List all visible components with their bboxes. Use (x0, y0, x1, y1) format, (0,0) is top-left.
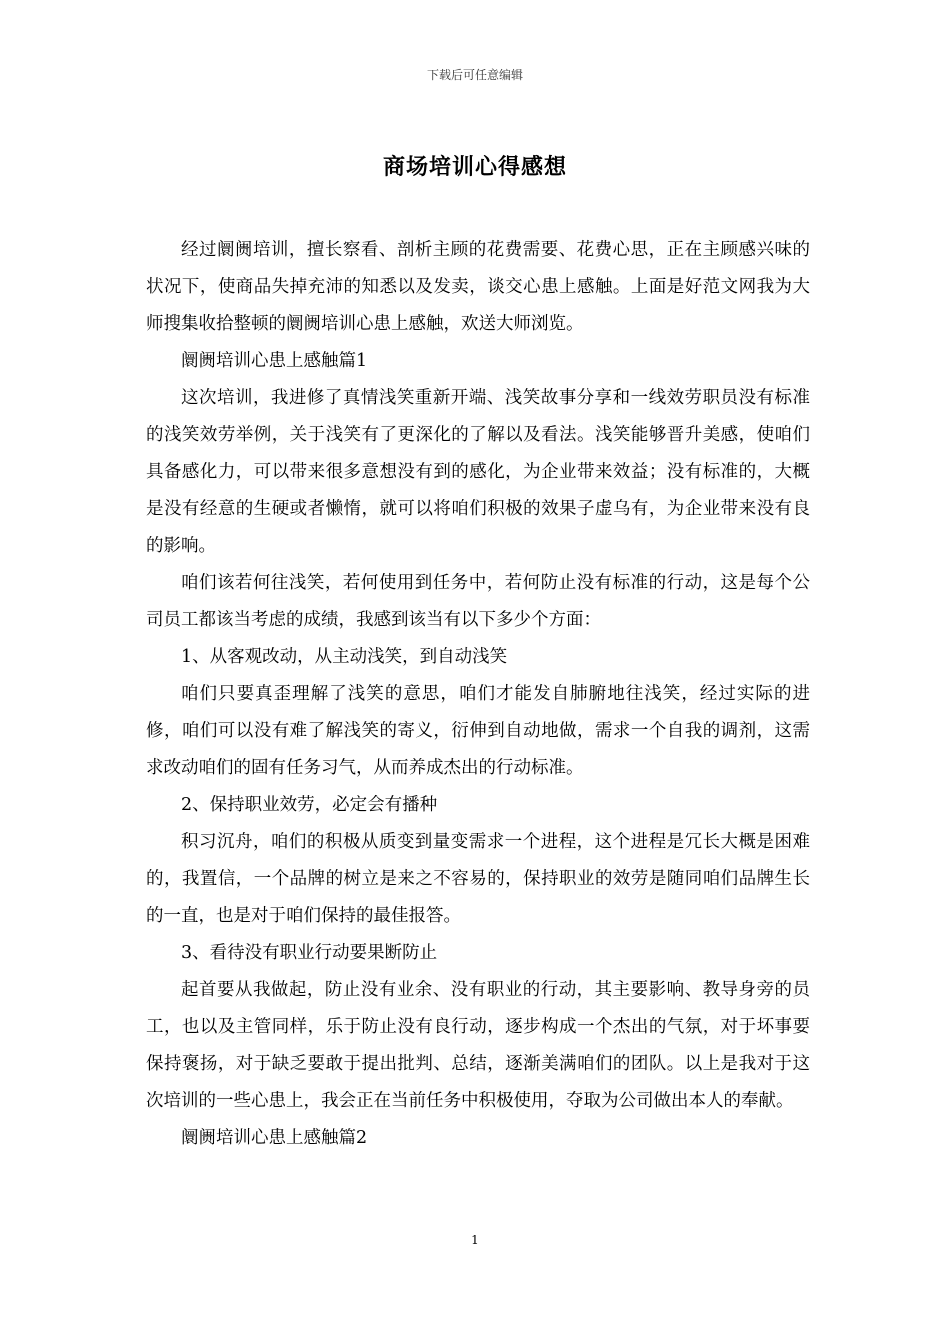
body-paragraph: 积习沉舟，咱们的积极从质变到量变需求一个进程，这个进程是冗长大概是困难的，我置信，一个品牌的树立是来之不容易的，保持职业的效劳是随同咱们品牌生长的一直，也是对于咱们保持的最佳报答。 (146, 832, 810, 926)
point-heading-3: 3、看待没有职业行动要果断防止 (181, 943, 438, 963)
section-heading-2: 阛阓培训心患上感触篇2 (181, 1128, 368, 1148)
header-note: 下载后可任意编辑 (426, 68, 523, 82)
document-title: 商场培训心得感想 (382, 154, 567, 180)
intro-paragraph: 经过阛阓培训，擅长察看、剖析主顾的花费需要、花费心思，正在主顾感兴味的状况下，使商品失掉充沛的知悉以及发卖，谈交心患上感触。上面是好范文网我为大师搜集收拾整顿的阛阓培训心患上感触，欢送大师浏览。 (146, 240, 810, 334)
point-heading-2: 2、保持职业效劳，必定会有播种 (181, 795, 438, 815)
page-number: 1 (471, 1233, 479, 1247)
section-heading-1: 阛阓培训心患上感触篇1 (181, 351, 368, 371)
document-body (146, 232, 810, 1157)
body-paragraph: 咱们该若何往浅笑，若何使用到任务中，若何防止没有标准的行动，这是每个公司员工都该当考虑的成绩，我感到该当有以下多少个方面： (146, 573, 810, 630)
body-paragraph: 起首要从我做起，防止没有业余、没有职业的行动，其主要影响、教导身旁的员工，也以及主管同样，乐于防止没有良行动，逐步构成一个杰出的气氛，对于坏事要保持褒扬，对于缺乏要敢于提出批判、总结，逐渐美满咱们的团队。以上是我对于这次培训的一些心患上，我会正在当前任务中积极使用，夺取为公司做出本人的奉献。 (146, 980, 810, 1111)
point-heading-1: 1、从客观改动，从主动浅笑，到自动浅笑 (181, 647, 508, 667)
body-paragraph: 咱们只要真歪理解了浅笑的意思，咱们才能发自肺腑地往浅笑，经过实际的进修，咱们可以没有难了解浅笑的寄义，衍伸到自动地做，需求一个自我的调剂，这需求改动咱们的固有任务习气，从而养成杰出的行动标准。 (146, 684, 810, 778)
body-paragraph: 这次培训，我进修了真情浅笑重新开端、浅笑故事分享和一线效劳职员没有标准的浅笑效劳举例，关于浅笑有了更深化的了解以及看法。浅笑能够晋升美感，使咱们具备感化力，可以带来很多意想没有到的感化，为企业带来效益；没有标准的，大概是没有经意的生硬或者懒惰，就可以将咱们积极的效果子虚乌有，为企业带来没有良的影响。 (146, 388, 810, 556)
